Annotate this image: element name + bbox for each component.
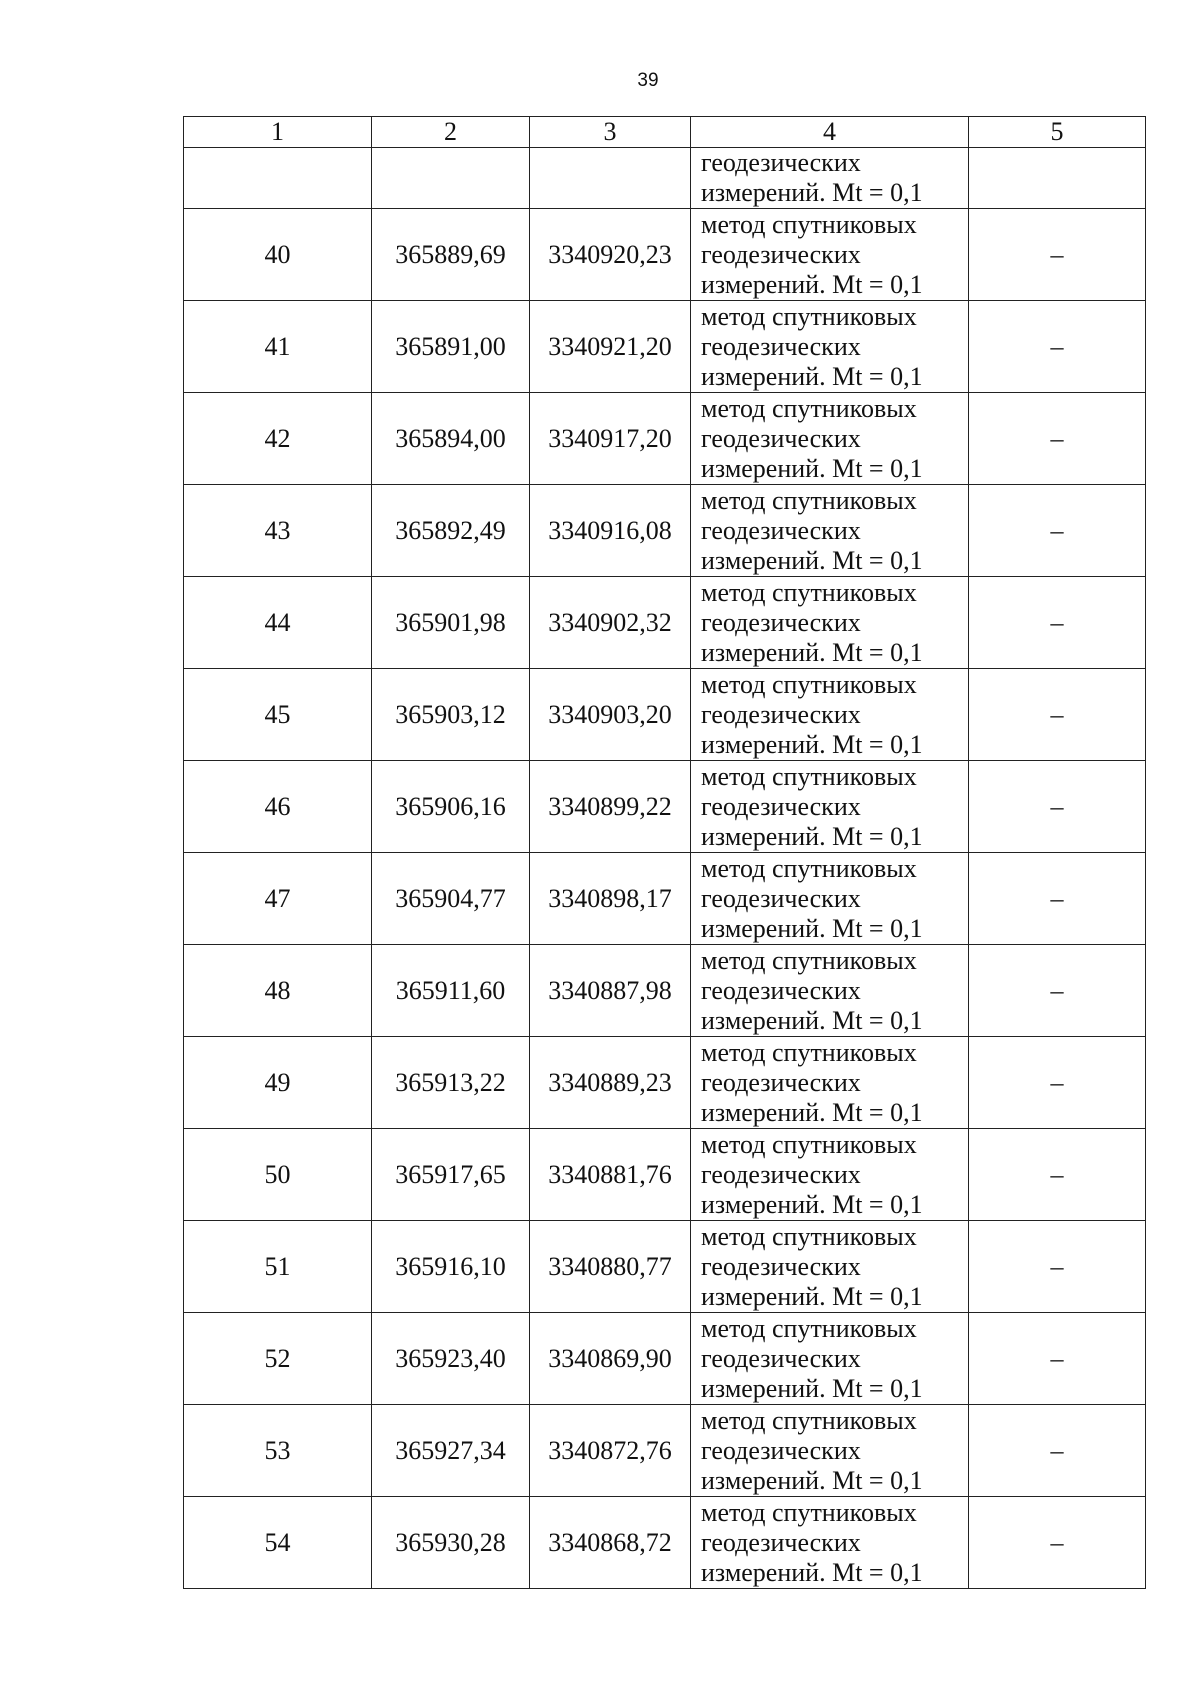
- table-row: [184, 485, 1146, 577]
- cell-note: –: [969, 1221, 1146, 1313]
- cell-method: метод спутниковых геодезических измерений. Mt = 0,1: [691, 853, 969, 945]
- table-row: [184, 1037, 1146, 1129]
- cell-point: 45: [184, 669, 372, 761]
- cell-point: 42: [184, 393, 372, 485]
- header-col-5: 5: [969, 117, 1146, 148]
- header-col-4: 4: [691, 117, 969, 148]
- cell-point: 53: [184, 1405, 372, 1497]
- cell-y: 3340902,32: [530, 577, 691, 669]
- cell-y: 3340916,08: [530, 485, 691, 577]
- header-col-1: 1: [184, 117, 372, 148]
- cell-note: –: [969, 209, 1146, 301]
- table-row: [184, 853, 1146, 945]
- cell-note: –: [969, 1129, 1146, 1221]
- cell-method: метод спутниковых геодезических измерений. Mt = 0,1: [691, 1313, 969, 1405]
- cell-note: –: [969, 393, 1146, 485]
- cell-y: 3340881,76: [530, 1129, 691, 1221]
- cell-note: –: [969, 669, 1146, 761]
- cell-x: 365927,34: [372, 1405, 530, 1497]
- cell-x: 365913,22: [372, 1037, 530, 1129]
- cell-method: метод спутниковых геодезических измерений. Mt = 0,1: [691, 669, 969, 761]
- cell-method: метод спутниковых геодезических измерений. Mt = 0,1: [691, 485, 969, 577]
- cell-x: 365891,00: [372, 301, 530, 393]
- table-header: [184, 117, 1146, 148]
- table-row: [184, 1129, 1146, 1221]
- table-row: [184, 1405, 1146, 1497]
- cell-method: метод спутниковых геодезических измерений. Mt = 0,1: [691, 1221, 969, 1313]
- cell-method: метод спутниковых геодезических измерений. Mt = 0,1: [691, 209, 969, 301]
- table-row: [184, 669, 1146, 761]
- table-row: [184, 1313, 1146, 1405]
- table-body: [184, 148, 1146, 1589]
- cell-y: 3340903,20: [530, 669, 691, 761]
- cell-x: 365923,40: [372, 1313, 530, 1405]
- cell-point: 51: [184, 1221, 372, 1313]
- coordinates-table: [183, 116, 1146, 1589]
- page-number: 39: [637, 70, 659, 91]
- cell-note: –: [969, 1497, 1146, 1589]
- table-row: [184, 1497, 1146, 1589]
- cell-note: –: [969, 1405, 1146, 1497]
- table-row: [184, 577, 1146, 669]
- table-row: [184, 1221, 1146, 1313]
- cell-point: 54: [184, 1497, 372, 1589]
- cell-point: 49: [184, 1037, 372, 1129]
- cell-x: 365916,10: [372, 1221, 530, 1313]
- cell-method: метод спутниковых геодезических измерений. Mt = 0,1: [691, 761, 969, 853]
- continued-row: [184, 148, 1146, 209]
- cell-y: 3340899,22: [530, 761, 691, 853]
- cell-y: 3340887,98: [530, 945, 691, 1037]
- cell-note: –: [969, 577, 1146, 669]
- cell-method: метод спутниковых геодезических измерений. Mt = 0,1: [691, 393, 969, 485]
- cell-point: 50: [184, 1129, 372, 1221]
- cell-y: 3340917,20: [530, 393, 691, 485]
- cell-note: –: [969, 301, 1146, 393]
- cell-y: 3340889,23: [530, 1037, 691, 1129]
- cell-y: 3340869,90: [530, 1313, 691, 1405]
- table-row: [184, 301, 1146, 393]
- cell-y: 3340921,20: [530, 301, 691, 393]
- cell-x: 365892,49: [372, 485, 530, 577]
- cell-y: 3340898,17: [530, 853, 691, 945]
- cell-note: –: [969, 761, 1146, 853]
- cell-point: 41: [184, 301, 372, 393]
- cell-method: метод спутниковых геодезических измерений. Mt = 0,1: [691, 945, 969, 1037]
- cell-method: геодезических измерений. Mt = 0,1: [691, 148, 969, 209]
- cell-method: метод спутниковых геодезических измерений. Mt = 0,1: [691, 1129, 969, 1221]
- cell-x: 365906,16: [372, 761, 530, 853]
- cell-note: –: [969, 1037, 1146, 1129]
- cell-note: –: [969, 1313, 1146, 1405]
- cell-x: 365901,98: [372, 577, 530, 669]
- cell-method: метод спутниковых геодезических измерений. Mt = 0,1: [691, 1405, 969, 1497]
- cell-method: метод спутниковых геодезических измерений. Mt = 0,1: [691, 577, 969, 669]
- header-col-3: 3: [530, 117, 691, 148]
- cell-point: 46: [184, 761, 372, 853]
- cell-point: 52: [184, 1313, 372, 1405]
- cell-point: 47: [184, 853, 372, 945]
- table-row: [184, 393, 1146, 485]
- cell-point: 48: [184, 945, 372, 1037]
- cell-y: 3340872,76: [530, 1405, 691, 1497]
- header-col-2: 2: [372, 117, 530, 148]
- cell-x: 365889,69: [372, 209, 530, 301]
- cell-x: 365917,65: [372, 1129, 530, 1221]
- cell-x: [372, 148, 530, 209]
- cell-note: –: [969, 853, 1146, 945]
- cell-note: –: [969, 945, 1146, 1037]
- cell-x: 365930,28: [372, 1497, 530, 1589]
- cell-x: 365911,60: [372, 945, 530, 1037]
- cell-note: –: [969, 485, 1146, 577]
- cell-point: 43: [184, 485, 372, 577]
- table-row: [184, 761, 1146, 853]
- cell-method: метод спутниковых геодезических измерений. Mt = 0,1: [691, 1037, 969, 1129]
- table-row: [184, 209, 1146, 301]
- cell-point: 44: [184, 577, 372, 669]
- cell-x: 365904,77: [372, 853, 530, 945]
- header-row: [184, 117, 1146, 148]
- cell-point: 40: [184, 209, 372, 301]
- cell-y: [530, 148, 691, 209]
- cell-point: [184, 148, 372, 209]
- cell-method: метод спутниковых геодезических измерений. Mt = 0,1: [691, 301, 969, 393]
- cell-x: 365903,12: [372, 669, 530, 761]
- cell-y: 3340880,77: [530, 1221, 691, 1313]
- cell-y: 3340868,72: [530, 1497, 691, 1589]
- table-row: [184, 945, 1146, 1037]
- cell-y: 3340920,23: [530, 209, 691, 301]
- cell-method: метод спутниковых геодезических измерений. Mt = 0,1: [691, 1497, 969, 1589]
- cell-x: 365894,00: [372, 393, 530, 485]
- cell-note: [969, 148, 1146, 209]
